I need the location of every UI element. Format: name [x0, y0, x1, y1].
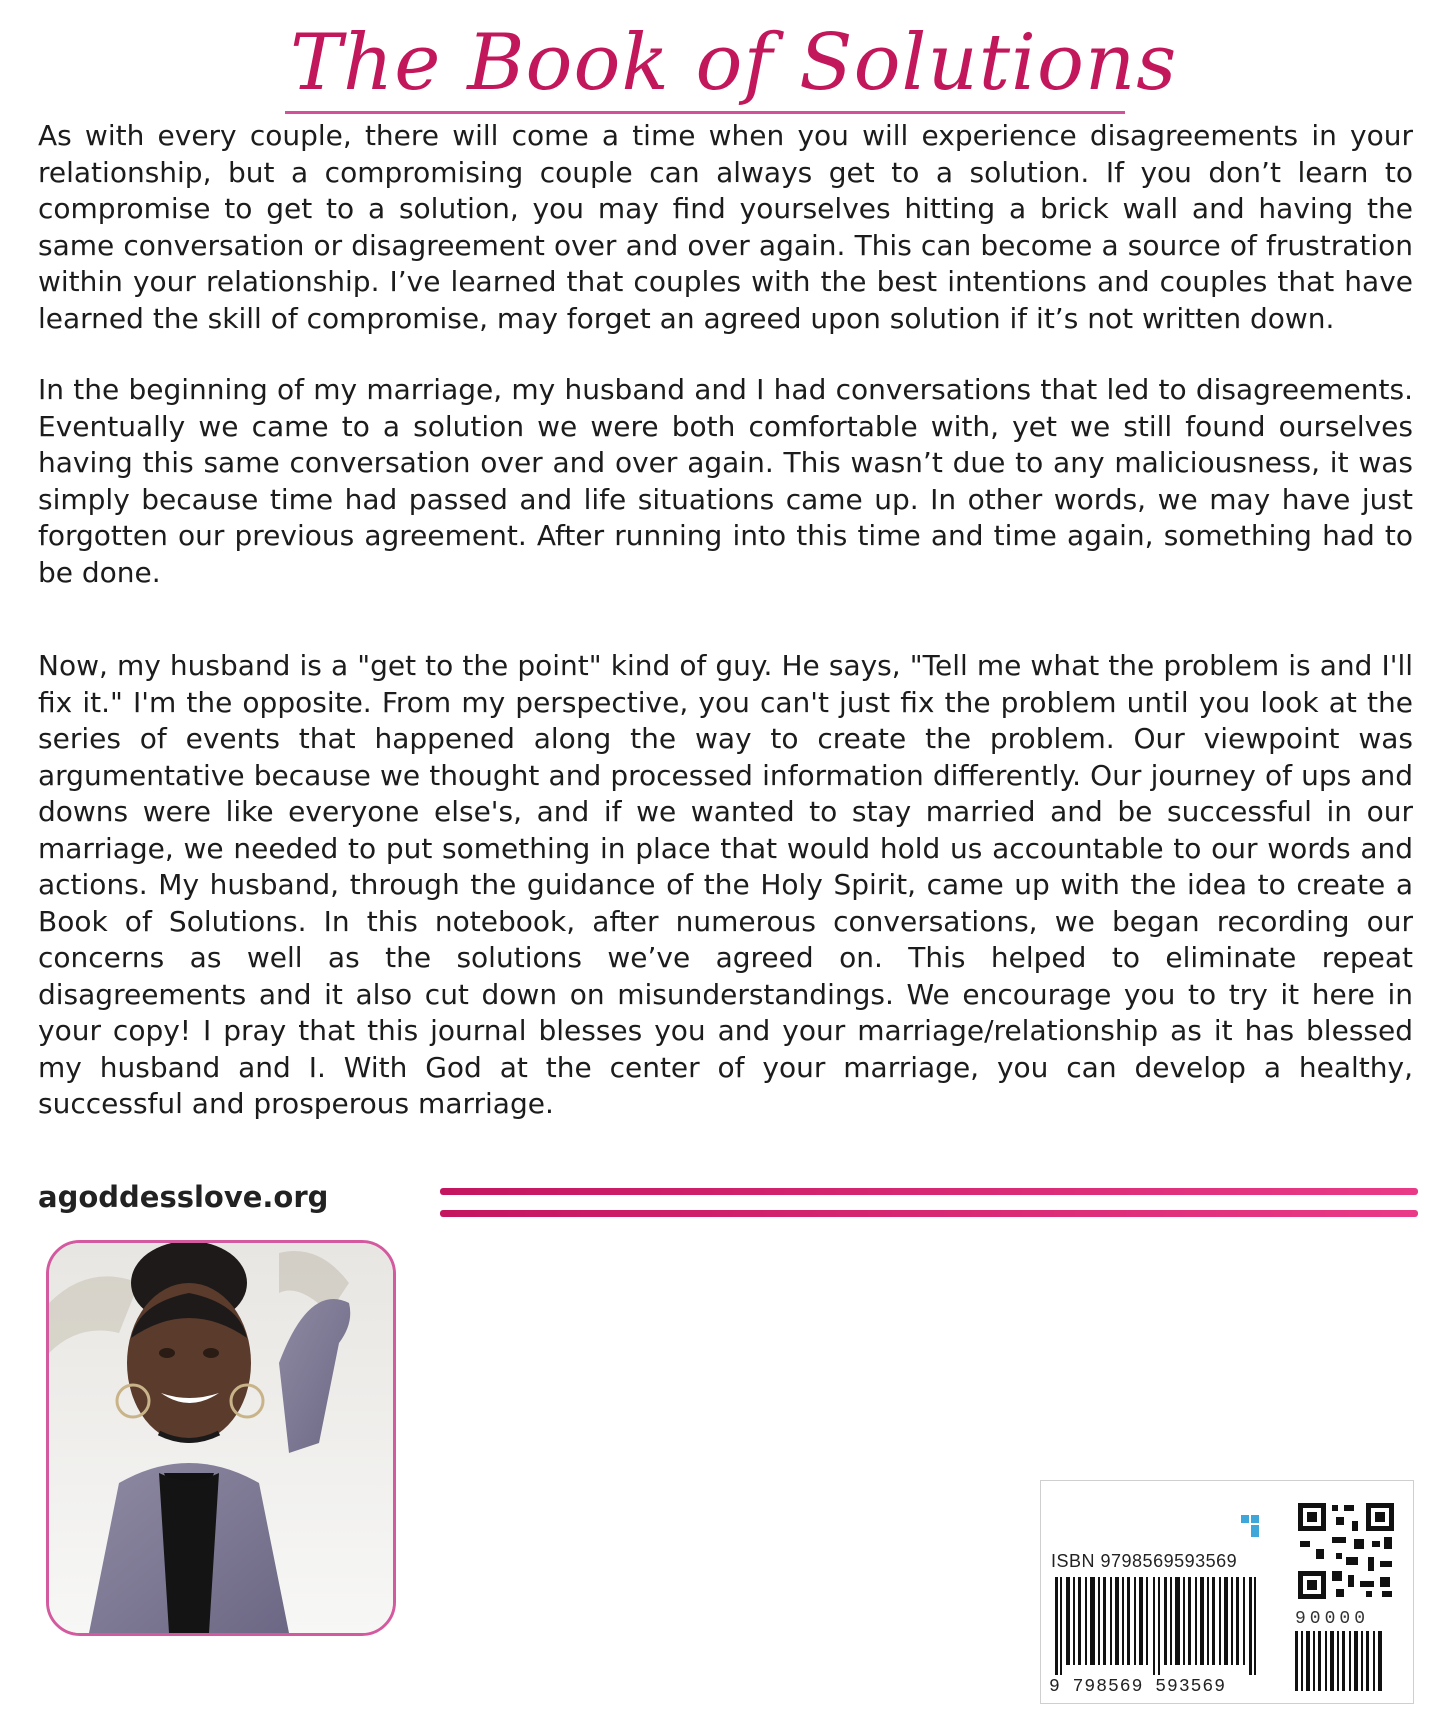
- ean-barcode: [1049, 1577, 1269, 1675]
- book-title: The Book of Solutions: [290, 18, 1178, 108]
- price-code: 90000: [1295, 1609, 1370, 1629]
- publisher-logo-icon: [1237, 1511, 1267, 1541]
- decorative-stripe-bottom: [440, 1210, 1418, 1217]
- qr-code-icon: [1296, 1501, 1396, 1601]
- decorative-stripe-top: [440, 1188, 1418, 1195]
- website-link[interactable]: agoddesslove.org: [38, 1180, 329, 1214]
- isbn-barcode-label: [1040, 1480, 1414, 1704]
- price-barcode: [1291, 1631, 1391, 1691]
- paragraph-intro: As with every couple, there will come a time when you will experience disagreements in your relationship, but a compromising couple can always get to a solution. If you don’t learn to compromise to get to a solution, you may find yourselves hitting a brick wall and having the same conversation or disagreement over and over again. This can become a source of frustration within your relationship. I’ve learned that couples with the best intentions and couples that have learned the skill of compromise, may forget an agreed upon solution if it’s not written down.: [38, 119, 1413, 335]
- isbn-number: ISBN 9798569593569: [1051, 1551, 1238, 1571]
- author-photo: [46, 1240, 396, 1636]
- paragraph-beginning: In the beginning of my marriage, my husband and I had conversations that led to disagreements. Eventually we came to a solution we were both comfortable with, yet we still found ourselves having this same conversation over and over again. This wasn’t due to any maliciousness, it was simply because time had passed and life situations came up. In other words, we may have just forgotten our previous agreement. After running into this time and time again, something had to be done.: [38, 373, 1413, 589]
- title-underline: [285, 111, 1125, 114]
- paragraph-story: Now, my husband is a "get to the point" kind of guy. He says, "Tell me what the problem is and I'll fix it." I'm the opposite. From my perspective, you can't just fix the problem until you look at the series of events that happened along the way to create the problem. Our viewpoint was argumentative because we thought and processed information differently. Our journey of ups and downs were like everyone else's, and if we wanted to stay married and be successful in our marriage, we needed to put something in place that would hold us accountable to our words and actions. My husband, through the guidance of the Holy Spirit, came up with the idea to create a Book of Solutions. In this notebook, after numerous conversations, we began recording our concerns as well as the solutions we’ve agreed on. This helped to eliminate repeat disagreements and it also cut down on misunderstandings. We encourage you to try it here in your copy! I pray that this journal blesses you and your marriage/relationship as it has blessed my husband and I. With God at the center of your marriage, you can develop a healthy, successful and prosperous marriage.: [38, 649, 1413, 1120]
- barcode-digits: 9 798569 593569: [1049, 1677, 1227, 1697]
- author-portrait-image: [49, 1243, 393, 1633]
